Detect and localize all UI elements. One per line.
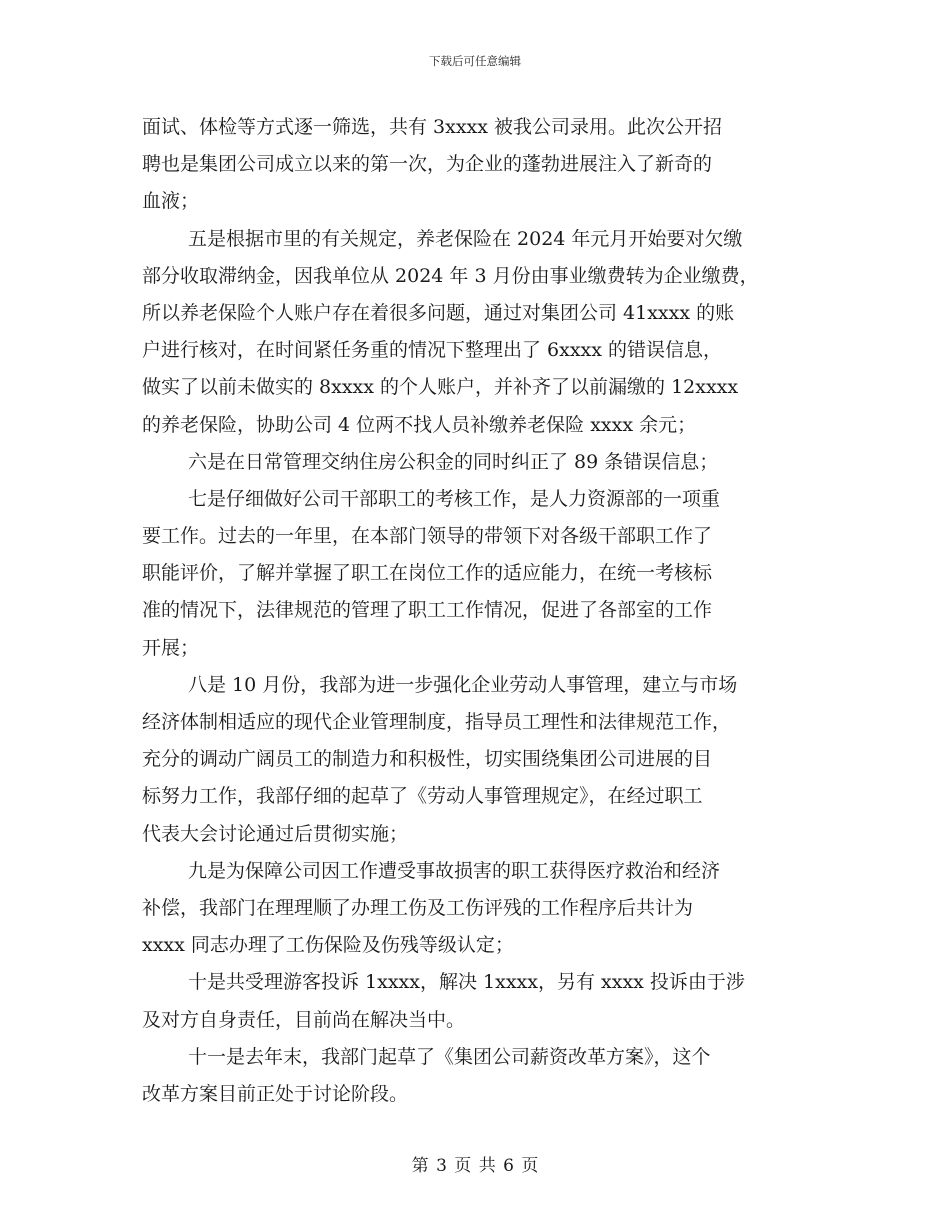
paragraph-line: 做实了以前未做实的 8xxxx 的个人账户，并补齐了以前漏缴的 12xxxx <box>142 376 739 399</box>
paragraph-line: xxxx 同志办理了工伤保险及伤残等级认定； <box>142 934 514 957</box>
paragraph-line: 及对方自身责任，目前尚在解决当中。 <box>142 1008 466 1031</box>
page-header-note: 下载后可任意编辑 <box>429 54 521 68</box>
document-body <box>142 109 822 1113</box>
paragraph-line: 十一是去年末，我部门起草了《集团公司薪资改革方案》，这个 <box>188 1045 711 1068</box>
paragraph-2 <box>142 221 822 444</box>
paragraph-line: 补偿，我部门在理理顺了办理工伤及工伤评残的工作程序后共计为 <box>142 896 694 919</box>
paragraph-6 <box>142 853 822 965</box>
paragraph-line: 充分的调动广阔员工的制造力和积极性，切实围绕集团公司进展的目 <box>142 748 713 771</box>
paragraph-8 <box>142 1039 822 1113</box>
page-number-footer: 第 3 页 共 6 页 <box>411 1156 539 1176</box>
paragraph-1 <box>142 109 822 221</box>
paragraph-line: 十是共受理游客投诉 1xxxx，解决 1xxxx，另有 xxxx 投诉由于涉 <box>188 971 745 994</box>
paragraph-line: 五是根据市里的有关规定，养老保险在 2024 年元月开始要对欠缴 <box>188 227 743 250</box>
paragraph-7 <box>142 964 822 1038</box>
paragraph-line: 血液； <box>142 190 200 213</box>
paragraph-line: 八是 10 月份，我部为进一步强化企业劳动人事管理，建立与市场 <box>188 673 738 696</box>
paragraph-line: 九是为保障公司因工作遭受事故损害的职工获得医疗救治和经济 <box>188 859 721 882</box>
paragraph-line: 代表大会讨论通过后贯彻实施； <box>142 822 409 845</box>
paragraph-line: 的养老保险，协助公司 4 位两不找人员补缴养老保险 xxxx 余元； <box>142 413 697 436</box>
paragraph-line: 所以养老保险个人账户存在着很多问题，通过对集团公司 41xxxx 的账 <box>142 301 735 324</box>
paragraph-line: 职能评价，了解并掌握了职工在岗位工作的适应能力，在统一考核标 <box>142 562 713 585</box>
paragraph-line: 户进行核对，在时间紧任务重的情况下整理出了 6xxxx 的错误信息， <box>142 339 723 362</box>
paragraph-line: 改革方案目前正处于讨论阶段。 <box>142 1082 409 1105</box>
paragraph-3 <box>142 444 822 481</box>
paragraph-line: 七是仔细做好公司干部职工的考核工作，是人力资源部的一项重 <box>188 487 721 510</box>
paragraph-line: 面试、体检等方式逐一筛选，共有 3xxxx 被我公司录用。此次公开招 <box>142 116 723 138</box>
paragraph-line: 准的情况下，法律规范的管理了职工工作情况，促进了各部室的工作 <box>142 599 713 622</box>
paragraph-line: 标努力工作，我部仔细的起草了《劳动人事管理规定》，在经过职工 <box>142 785 703 808</box>
paragraph-line: 开展； <box>142 636 200 659</box>
paragraph-line: 要工作。过去的一年里，在本部门领导的带领下对各级干部职工作了 <box>142 525 713 548</box>
paragraph-5 <box>142 667 822 853</box>
paragraph-line: 六是在日常管理交纳住房公积金的同时纠正了 89 条错误信息； <box>188 450 719 473</box>
paragraph-4 <box>142 481 822 667</box>
paragraph-line: 经济体制相适应的现代企业管理制度，指导员工理性和法律规范工作， <box>142 711 732 733</box>
paragraph-line: 部分收取滞纳金，因我单位从 2024 年 3 月份由事业缴费转为企业缴费， <box>142 264 759 287</box>
paragraph-line: 聘也是集团公司成立以来的第一次，为企业的蓬勃进展注入了新奇的 <box>142 153 713 176</box>
